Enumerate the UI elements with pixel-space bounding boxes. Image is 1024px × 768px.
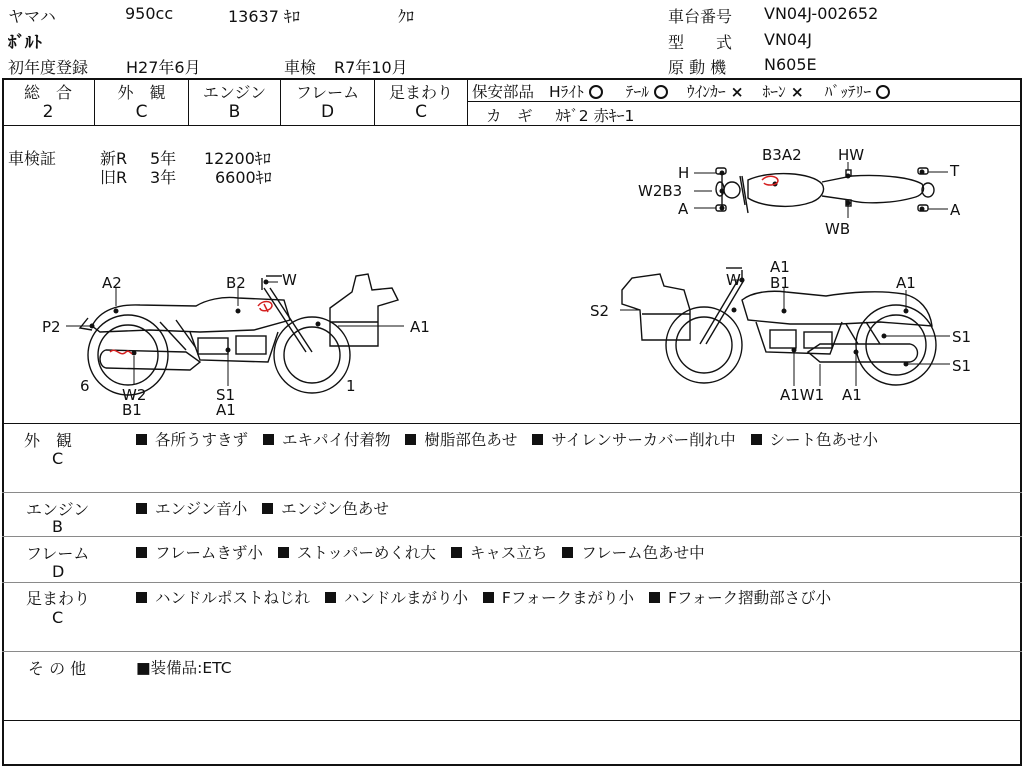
label-a1-bottom: A1 bbox=[216, 401, 236, 419]
grade-col-divider bbox=[467, 79, 468, 125]
label-s1-upper: S1 bbox=[952, 328, 972, 346]
note-item: Fフォーク摺動部さび小 bbox=[668, 589, 832, 607]
label-6: 6 bbox=[80, 377, 90, 395]
label-a1-bottom: A1 bbox=[842, 386, 862, 404]
grade-frame-value: D bbox=[320, 102, 335, 122]
label-wb: WB bbox=[825, 220, 851, 238]
note-item: フレームきず小 bbox=[155, 544, 263, 562]
headlight-ok-icon bbox=[589, 85, 603, 99]
label-w: W bbox=[282, 271, 297, 289]
square-bullet-icon bbox=[136, 503, 147, 514]
other-label: そ の 他 bbox=[28, 659, 87, 678]
note-item: エンジン音小 bbox=[155, 500, 248, 518]
square-bullet-icon bbox=[325, 592, 336, 603]
mileage: 13637 ｷﾛ bbox=[228, 7, 300, 26]
maker: ヤマハ bbox=[8, 7, 56, 26]
certificate-new-r: 新R bbox=[100, 149, 128, 168]
note-exterior-category: 外 観 bbox=[24, 431, 73, 450]
square-bullet-icon bbox=[405, 434, 416, 445]
damage-marker-icon bbox=[258, 302, 272, 313]
inspection-label: 車検 bbox=[284, 58, 317, 77]
first-registration-value: H27年6月 bbox=[126, 58, 201, 77]
note-frame-category: フレーム bbox=[26, 544, 90, 563]
certificate-old-years: 3年 bbox=[150, 168, 177, 187]
taillight-label: ﾃｰﾙ bbox=[625, 83, 649, 101]
label-p2: P2 bbox=[42, 318, 61, 336]
note-exterior-grade: C bbox=[52, 449, 64, 468]
label-a1: A1 bbox=[410, 318, 430, 336]
note-engine-category: エンジン bbox=[26, 500, 90, 519]
divider-note-3 bbox=[2, 582, 1022, 583]
note-frame-items bbox=[136, 541, 705, 563]
motorcycle-right-view bbox=[588, 256, 980, 416]
label-a1-top: A1 bbox=[770, 258, 790, 276]
frame-number-label: 車台番号 bbox=[668, 7, 733, 26]
certificate-new-years: 5年 bbox=[150, 149, 177, 168]
square-bullet-icon bbox=[136, 592, 147, 603]
motorcycle-left-view bbox=[30, 262, 450, 422]
model-type-value: VN04J bbox=[764, 30, 812, 49]
label-a-left: A bbox=[678, 200, 689, 218]
note-item: Fフォークまがり小 bbox=[501, 589, 635, 607]
winker-ng-icon: × bbox=[730, 83, 744, 101]
note-item: シート色あせ小 bbox=[769, 431, 879, 449]
label-s2: S2 bbox=[590, 302, 610, 320]
color: ｸﾛ bbox=[398, 7, 415, 26]
note-item: エキパイ付着物 bbox=[281, 431, 391, 449]
other-text: ■装備品:ETC bbox=[136, 659, 232, 677]
motorcycle-top-view bbox=[630, 140, 970, 240]
horn-ng-icon: × bbox=[790, 83, 804, 101]
battery-label: ﾊﾞｯﾃﾘｰ bbox=[824, 83, 872, 101]
label-b3a2: B3A2 bbox=[762, 146, 802, 164]
safety-parts bbox=[472, 80, 890, 102]
model-type-label: 型 式 bbox=[668, 33, 733, 52]
note-item: キャス立ち bbox=[469, 544, 548, 562]
note-frame-grade: D bbox=[52, 562, 65, 581]
note-item: フレーム色あせ中 bbox=[581, 544, 705, 562]
note-suspension-category: 足まわり bbox=[26, 589, 91, 608]
note-exterior-items bbox=[136, 428, 878, 450]
label-w2b3: W2B3 bbox=[638, 182, 683, 200]
engine-model-label: 原 動 機 bbox=[668, 58, 727, 77]
certificate-old-km: 6600ｷﾛ bbox=[215, 168, 272, 187]
divider-note-2 bbox=[2, 536, 1022, 537]
label-a1-right: A1 bbox=[896, 274, 916, 292]
note-item: ハンドルポストねじれ bbox=[155, 589, 311, 607]
square-bullet-icon bbox=[136, 547, 147, 558]
divider-other-bottom bbox=[2, 720, 1022, 721]
square-bullet-icon bbox=[751, 434, 762, 445]
note-suspension-items bbox=[136, 586, 831, 608]
certificate-new-km: 12200ｷﾛ bbox=[204, 149, 271, 168]
grade-overall-label: 総 合 bbox=[23, 83, 72, 102]
note-item: サイレンサーカバー削れ中 bbox=[551, 431, 736, 449]
certificate-old-r: 旧R bbox=[100, 168, 128, 187]
label-w2: W2 bbox=[122, 386, 147, 404]
grade-exterior-value: C bbox=[135, 102, 148, 122]
note-item: 各所うすきず bbox=[155, 431, 249, 449]
certificate-label: 車検証 bbox=[8, 149, 57, 168]
divider-note-1 bbox=[2, 492, 1022, 493]
model-name: ﾎﾞﾙﾄ bbox=[8, 33, 42, 53]
displacement: 950cc bbox=[125, 4, 174, 23]
safety-parts-label: 保安部品 bbox=[472, 83, 535, 101]
label-s1: S1 bbox=[216, 386, 236, 404]
battery-ok-icon bbox=[876, 85, 890, 99]
note-item: ストッパーめくれ大 bbox=[296, 544, 436, 562]
grade-suspension-label: 足まわり bbox=[388, 83, 453, 102]
winker-label: ｳｲﾝｶｰ bbox=[686, 83, 726, 101]
square-bullet-icon bbox=[483, 592, 494, 603]
square-bullet-icon bbox=[262, 503, 273, 514]
note-engine-grade: B bbox=[52, 517, 63, 536]
square-bullet-icon bbox=[451, 547, 462, 558]
frame-number-value: VN04J-002652 bbox=[764, 4, 879, 23]
note-item: エンジン色あせ bbox=[281, 500, 389, 518]
label-hw: HW bbox=[838, 146, 865, 164]
inspection-value: R7年10月 bbox=[334, 58, 408, 77]
grade-overall-value: 2 bbox=[42, 102, 54, 122]
grade-exterior-label: 外 観 bbox=[117, 83, 166, 102]
grade-engine-label: エンジン bbox=[202, 83, 267, 102]
label-a2: A2 bbox=[102, 274, 122, 292]
key-value: ｶｷﾞ2 赤ｷｰ1 bbox=[555, 107, 635, 125]
divider-note-4 bbox=[2, 651, 1022, 652]
grade-engine-value: B bbox=[228, 102, 241, 122]
label-b2: B2 bbox=[226, 274, 246, 292]
divider-diagram-bottom bbox=[2, 423, 1022, 424]
label-b1: B1 bbox=[770, 274, 790, 292]
key-label: カ ギ bbox=[486, 107, 533, 125]
horn-label: ﾎｰﾝ bbox=[762, 83, 786, 101]
note-item: 樹脂部色あせ bbox=[424, 431, 518, 449]
label-a1w1: A1W1 bbox=[780, 386, 825, 404]
note-item: ハンドルまがり小 bbox=[343, 589, 468, 607]
first-registration-label: 初年度登録 bbox=[8, 58, 89, 77]
square-bullet-icon bbox=[532, 434, 543, 445]
headlight-label: Hﾗｲﾄ bbox=[548, 83, 584, 101]
label-t: T bbox=[950, 162, 960, 180]
grade-frame-label: フレーム bbox=[295, 83, 360, 102]
damage-marker-icon bbox=[762, 176, 778, 185]
label-w: W bbox=[726, 271, 741, 289]
square-bullet-icon bbox=[278, 547, 289, 558]
square-bullet-icon bbox=[136, 434, 147, 445]
note-suspension-grade: C bbox=[52, 608, 64, 627]
grade-suspension-value: C bbox=[415, 102, 427, 122]
label-1: 1 bbox=[346, 377, 356, 395]
square-bullet-icon bbox=[263, 434, 274, 445]
key-row bbox=[486, 104, 634, 126]
label-b1: B1 bbox=[122, 401, 142, 419]
label-h: H bbox=[678, 164, 690, 182]
taillight-ok-icon bbox=[654, 85, 668, 99]
square-bullet-icon bbox=[562, 547, 573, 558]
note-engine-items bbox=[136, 497, 389, 519]
label-s1-lower: S1 bbox=[952, 357, 972, 375]
engine-model-value: N605E bbox=[764, 55, 817, 74]
label-a-right: A bbox=[950, 201, 961, 219]
square-bullet-icon bbox=[649, 592, 660, 603]
